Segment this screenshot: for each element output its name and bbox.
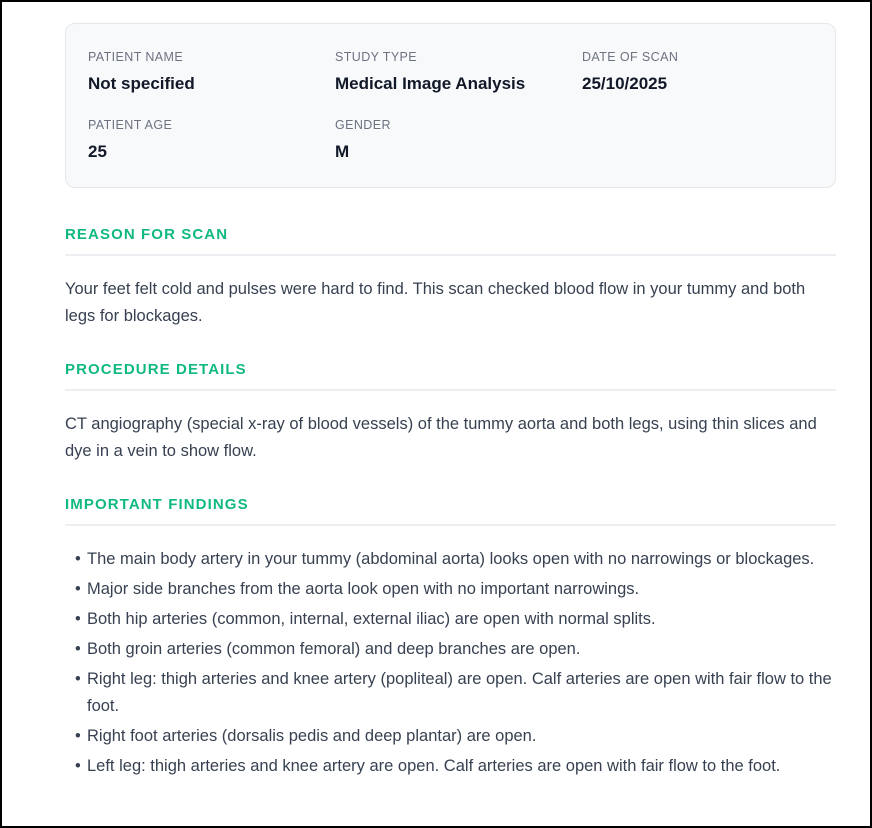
patient-age-label: PATIENT AGE: [88, 118, 173, 132]
date-of-scan-field: [582, 48, 829, 116]
patient-age-value: 25: [88, 142, 107, 161]
findings-heading: IMPORTANT FINDINGS: [65, 496, 836, 526]
finding-item: [65, 546, 836, 573]
reason-heading: REASON FOR SCAN: [65, 226, 836, 256]
gender-field: [335, 116, 582, 184]
patient-info-card: [65, 23, 836, 188]
reason-text: Your feet felt cold and pulses were hard to find. This scan checked blood flow in your tummy and both legs for blockages.: [65, 280, 806, 325]
finding-item: [65, 576, 836, 603]
finding-item: [65, 723, 836, 750]
bullet-icon: •: [75, 550, 81, 568]
gender-label: GENDER: [335, 118, 391, 132]
date-of-scan-label: DATE OF SCAN: [582, 50, 679, 64]
finding-text: Right foot arteries (dorsalis pedis and deep plantar) are open.: [87, 727, 537, 745]
procedure-text: CT angiography (special x-ray of blood vessels) of the tummy aorta and both legs, using thin slices and dye in a vein to show flow.: [65, 415, 817, 460]
bullet-icon: •: [75, 640, 81, 658]
finding-item: [65, 606, 836, 633]
finding-text: Both hip arteries (common, internal, external iliac) are open with normal splits.: [87, 610, 656, 628]
bullet-icon: •: [75, 610, 81, 628]
bullet-icon: •: [75, 727, 81, 745]
gender-value: M: [335, 142, 350, 161]
finding-text: Major side branches from the aorta look open with no important narrowings.: [87, 580, 640, 598]
patient-name-label: PATIENT NAME: [88, 50, 184, 64]
finding-text: Left leg: thigh arteries and knee artery are open. Calf arteries are open with fair flow to the foot.: [87, 757, 781, 775]
findings-list: [65, 546, 836, 780]
patient-name-field: [88, 48, 335, 116]
study-type-value: Medical Image Analysis: [335, 74, 526, 93]
report-page: [65, 23, 836, 783]
finding-text: Right leg: thigh arteries and knee artery (popliteal) are open. Calf arteries are open with fair flow to the foot.: [87, 670, 832, 715]
procedure-section: [65, 361, 836, 465]
date-of-scan-value: 25/10/2025: [582, 74, 668, 93]
patient-age-field: [88, 116, 335, 184]
finding-text: Both groin arteries (common femoral) and deep branches are open.: [87, 640, 581, 658]
finding-item: [65, 636, 836, 663]
bullet-icon: •: [75, 670, 81, 688]
study-type-field: [335, 48, 582, 116]
finding-item: [65, 666, 836, 720]
finding-text: The main body artery in your tummy (abdominal aorta) looks open with no narrowings or blockages.: [87, 550, 815, 568]
bullet-icon: •: [75, 580, 81, 598]
patient-name-value: Not specified: [88, 74, 195, 93]
reason-section: [65, 226, 836, 330]
bullet-icon: •: [75, 757, 81, 775]
study-type-label: STUDY TYPE: [335, 50, 418, 64]
findings-section: [65, 496, 836, 780]
finding-item: [65, 753, 836, 780]
procedure-heading: PROCEDURE DETAILS: [65, 361, 836, 391]
